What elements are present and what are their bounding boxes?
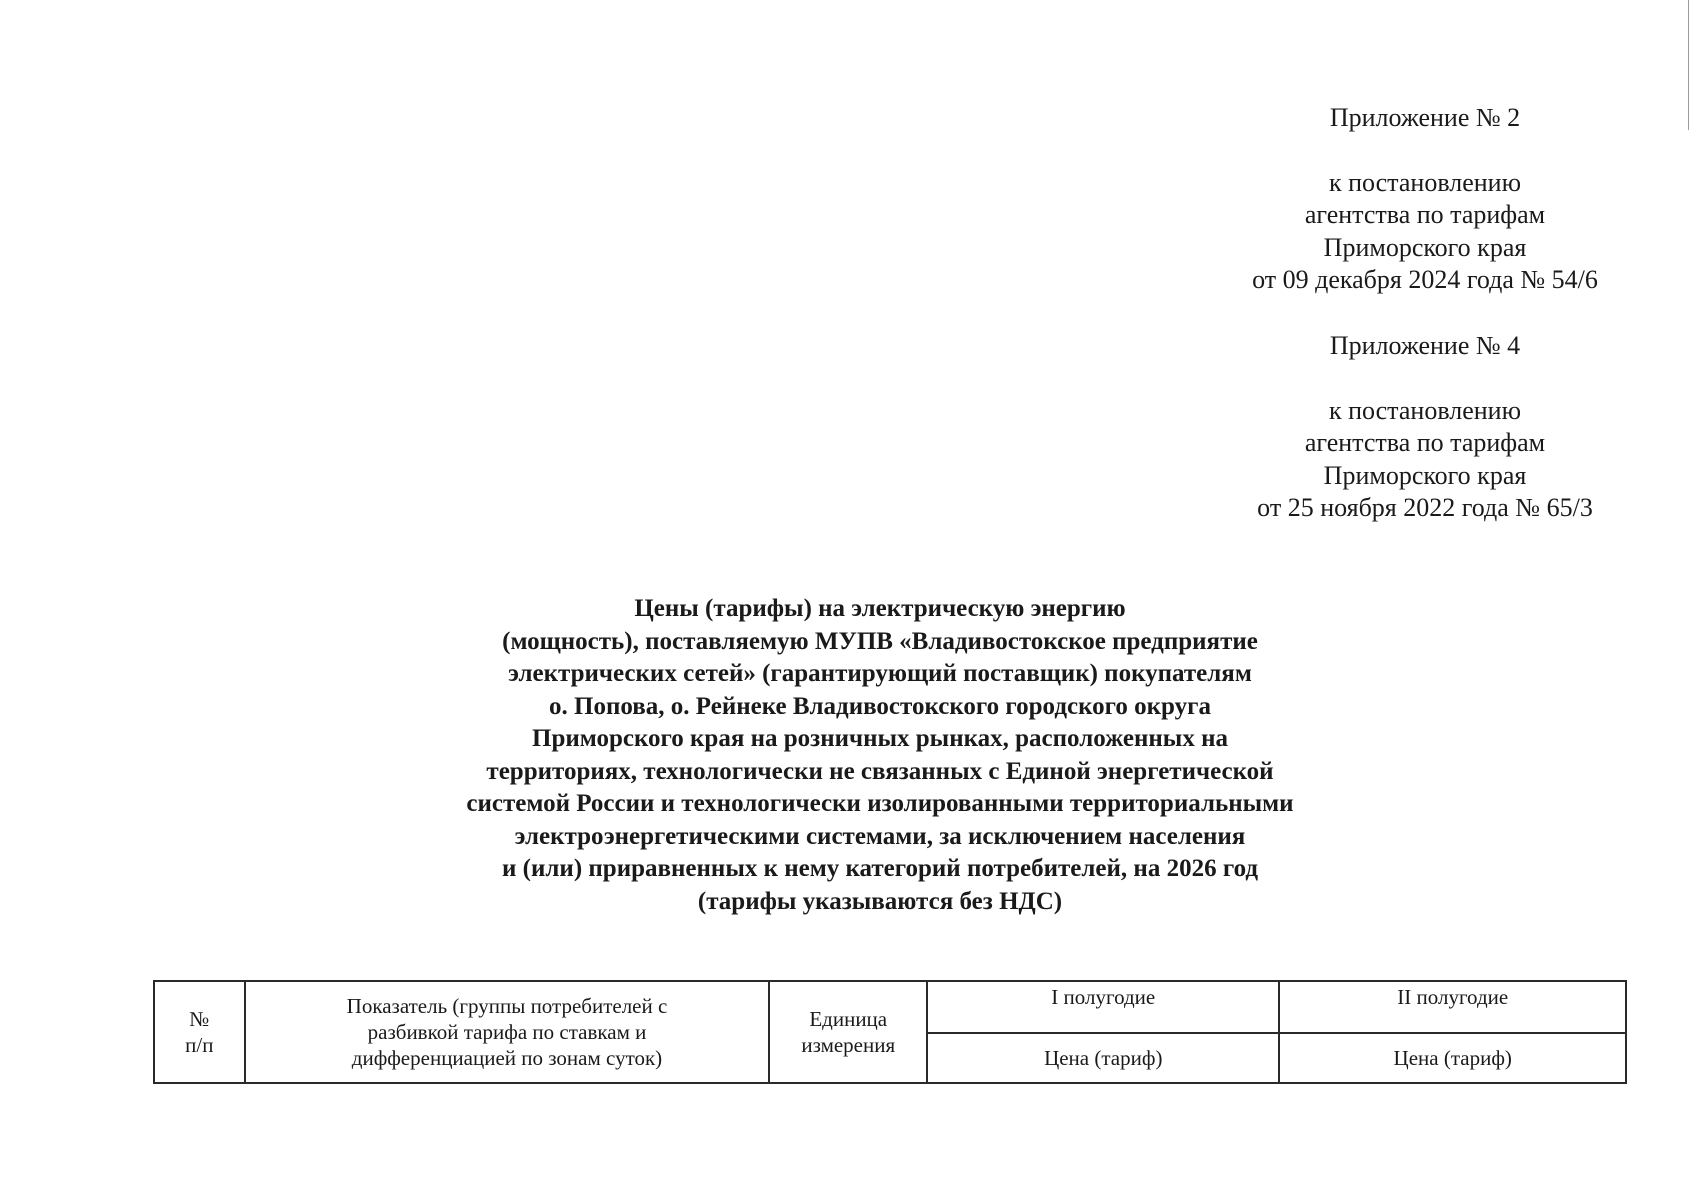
- appendix-line: к постановлению: [1328, 167, 1522, 197]
- header-indicator-line: разбивкой тарифа по ставкам и: [367, 1020, 647, 1044]
- header-number-symbol: №: [189, 1007, 210, 1031]
- title-line: о. Попова, о. Рейнеке Владивостокского городского округа: [549, 692, 1211, 720]
- title-line: (тарифы указываются без НДС): [697, 887, 1063, 915]
- header-number-cell: [154, 981, 245, 1083]
- table-header-row: [154, 981, 1626, 1033]
- appendix-date-line: от 09 декабря 2024 года № 54/6: [1252, 265, 1598, 294]
- appendix-line: Приморского края: [1323, 232, 1527, 262]
- appendix-line: Приморского края: [1323, 460, 1527, 490]
- title-line: (мощность), поставляемую МУПВ «Владивостокское предприятие: [502, 627, 1258, 655]
- header-price-first-half: Цена (тариф): [927, 1033, 1279, 1083]
- appendix-line: агентства по тарифам: [1304, 200, 1546, 229]
- header-indicator-line: дифференциацией по зонам суток): [351, 1046, 663, 1070]
- appendix-date-line: от 25 ноября 2022 года № 65/3: [1257, 493, 1593, 522]
- title-line: и (или) приравненных к нему категорий потребителей, на 2026 год: [502, 855, 1258, 882]
- tariff-table: [153, 980, 1627, 1084]
- header-unit-line: измерения: [801, 1033, 896, 1057]
- header-indicator-cell: [245, 981, 770, 1083]
- header-price-second-half: Цена (тариф): [1279, 1033, 1626, 1083]
- header-first-half-year: I полугодие: [927, 981, 1279, 1033]
- header-indicator-line: Показатель (группы потребителей с: [346, 994, 668, 1018]
- header-second-half-year: II полугодие: [1279, 981, 1626, 1033]
- appendix-4-attribution: [1160, 330, 1690, 525]
- title-line: Приморского края на розничных рынках, расположенных на: [532, 725, 1228, 752]
- title-line: электрических сетей» (гарантирующий поставщик) покупателям: [508, 660, 1252, 687]
- appendix-2-attribution: [1160, 102, 1690, 297]
- appendix-line: агентства по тарифам: [1304, 428, 1546, 457]
- header-unit-cell: [769, 981, 927, 1083]
- title-line: Цены (тарифы) на электрическую энергию: [634, 595, 1126, 622]
- title-line: электроэнергетическими системами, за исключением населения: [514, 822, 1246, 850]
- header-number-label: п/п: [185, 1033, 214, 1057]
- title-line: территориях, технологически не связанных с Единой энергетической: [486, 757, 1274, 785]
- header-unit-line: Единица: [809, 1007, 888, 1031]
- appendix-title: Приложение № 2: [1329, 103, 1521, 132]
- document-title: [300, 593, 1460, 918]
- title-line: системой России и технологически изолированными территориальными: [466, 790, 1294, 817]
- appendix-line: к постановлению: [1328, 395, 1522, 425]
- appendix-title: Приложение № 4: [1329, 331, 1521, 360]
